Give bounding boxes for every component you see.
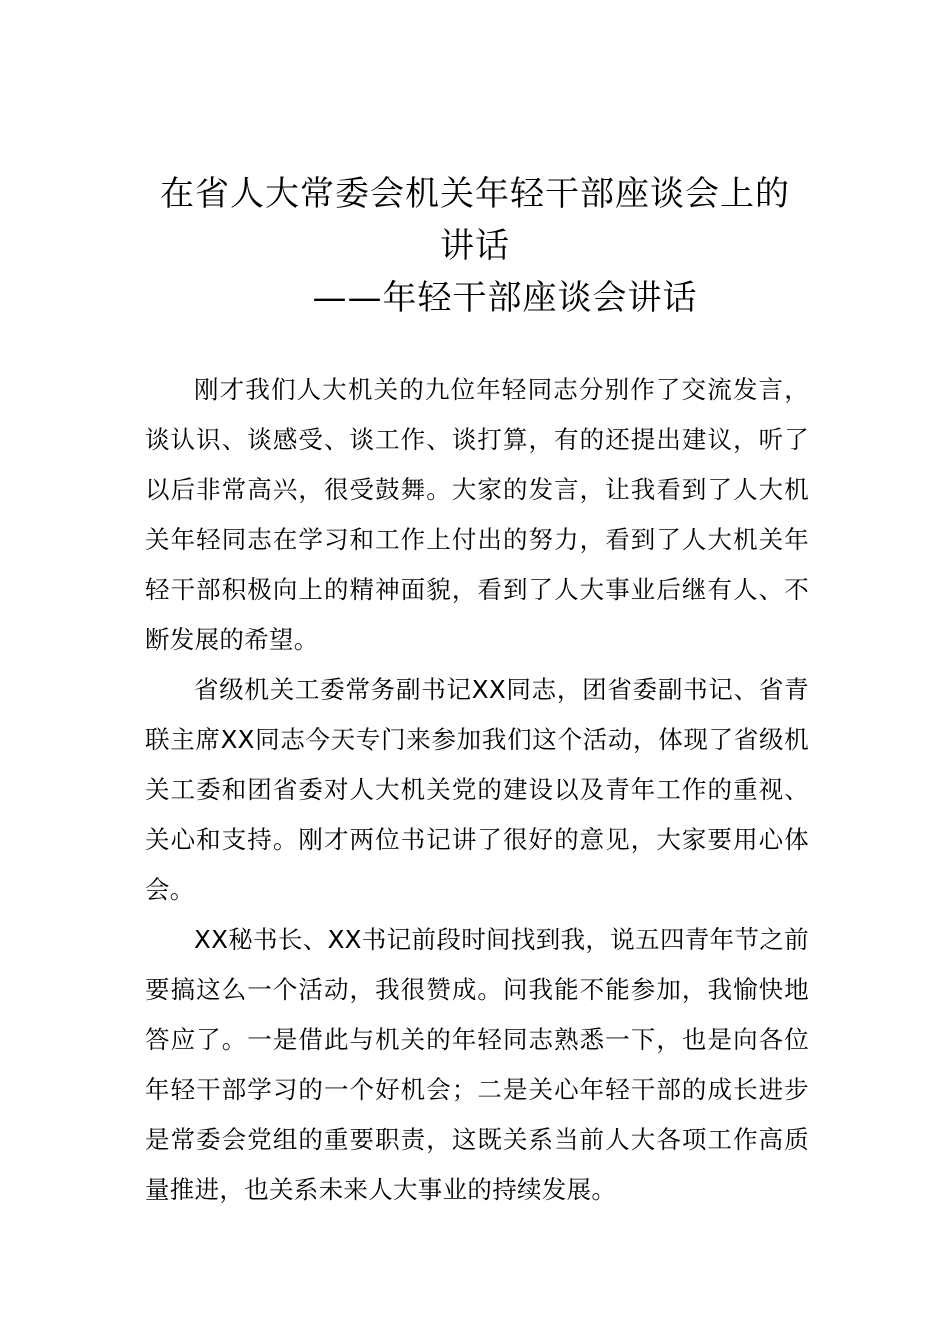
- document-title-line-1: 在省人大常委会机关年轻干部座谈会上的: [160, 174, 790, 214]
- paragraph-2: 省级机关工委常务副书记XX同志，团省委副书记、省青联主席XX同志今天专门来参加我们这个活动，体现了省级机关工委和团省委对人大机关党的建设以及青年工作的重视、关心和支持。刚才两位书记讲了很好的意见，大家要用心体会。: [145, 675, 809, 904]
- document-title-line-2: 讲话: [440, 226, 510, 266]
- title-block: [0, 168, 950, 324]
- document-subtitle: ——年轻干部座谈会讲话: [312, 278, 698, 318]
- paragraph-1: 刚才我们人大机关的九位年轻同志分别作了交流发言，谈认识、谈感受、谈工作、谈打算，有的还提出建议，听了以后非常高兴，很受鼓舞。大家的发言，让我看到了人大机关年轻同志在学习和工作上付出的努力，看到了人大机关年轻干部积极向上的精神面貌，看到了人大事业后继有人、不断发展的希望。: [145, 375, 809, 654]
- document-body: [145, 365, 809, 1215]
- paragraph-3: XX秘书长、XX书记前段时间找到我，说五四青年节之前要搞这么一个活动，我很赞成。问我能不能参加，我愉快地答应了。一是借此与机关的年轻同志熟悉一下，也是向各位年轻干部学习的一个好机会；二是关心年轻干部的成长进步是常委会党组的重要职责，这既关系当前人大各项工作高质量推进，也关系未来人大事业的持续发展。: [145, 925, 809, 1204]
